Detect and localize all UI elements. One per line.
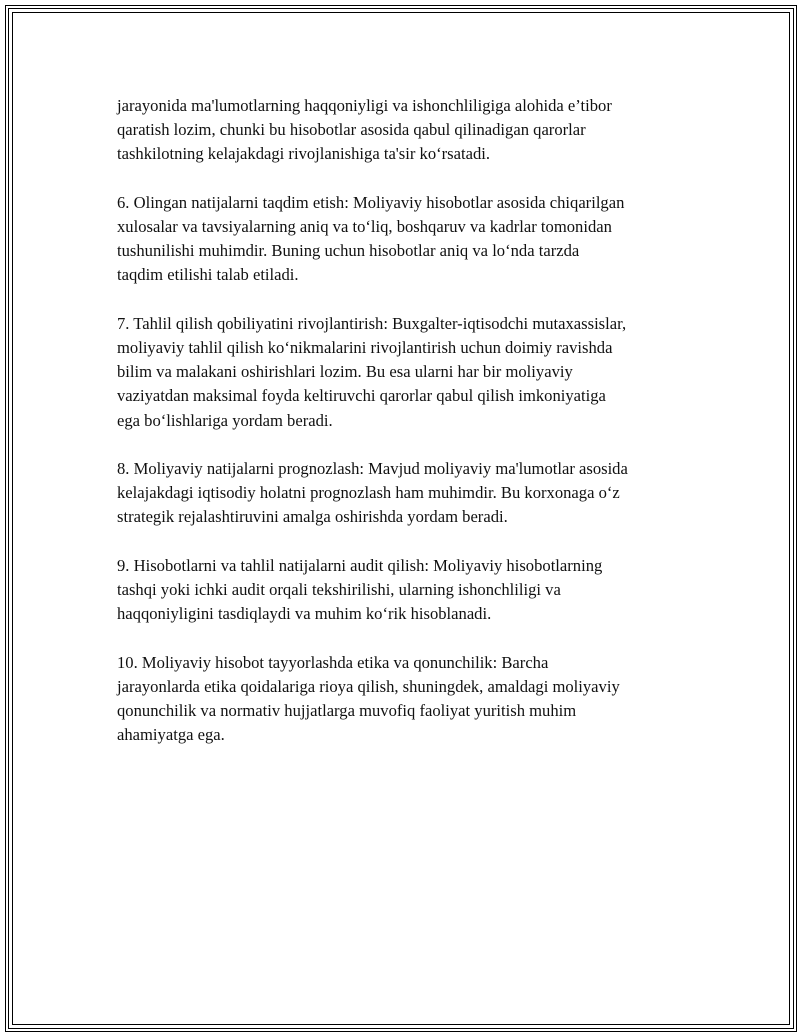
- text-line: 7. Tahlil qilish qobiliyatini rivojlantirish: Buxgalter-iqtisodchi mutaxassislar,: [117, 313, 627, 333]
- paragraph-continuation: [117, 94, 707, 167]
- text-line: 8. Moliyaviy natijalarni prognozlash: Mavjud moliyaviy ma'lumotlar asosida: [117, 459, 628, 478]
- text-line: 10. Moliyaviy hisobot tayyorlashda etika va qonunchilik: Barcha: [117, 652, 549, 672]
- text-line: kelajakdagi iqtisodiy holatni prognozlash ham muhimdir. Bu korxonaga o‘z: [117, 483, 620, 503]
- paragraph-item-6: [117, 191, 707, 288]
- paragraph-item-9: [117, 554, 707, 627]
- text-line: xulosalar va tavsiyalarning aniq va to‘liq, boshqaruv va kadrlar tomonidan: [117, 217, 612, 236]
- text-line: jarayonida ma'lumotlarning haqqoniyligi va ishonchliligiga alohida e’tibor: [117, 96, 612, 115]
- text-line: 9. Hisobotlarni va tahlil natijalarni audit qilish: Moliyaviy hisobotlarning: [117, 555, 603, 575]
- text-line: qaratish lozim, chunki bu hisobotlar asosida qabul qilinadigan qarorlar: [117, 120, 586, 140]
- text-line: 6. Olingan natijalarni taqdim etish: Moliyaviy hisobotlar asosida chiqarilgan: [117, 192, 625, 212]
- text-line: jarayonlarda etika qoidalariga rioya qilish, shuningdek, amaldagi moliyaviy: [117, 676, 620, 696]
- text-line: qonunchilik va normativ hujjatlarga muvofiq faoliyat yuritish muhim: [117, 701, 577, 720]
- text-line: taqdim etilishi talab etiladi.: [117, 265, 299, 285]
- text-line: moliyaviy tahlil qilish ko‘nikmalarini rivojlantirish uchun doimiy ravishda: [117, 338, 613, 357]
- text-line: tashkilotning kelajakdagi rivojlanishiga ta'sir ko‘rsatadi.: [117, 144, 491, 164]
- document-body: [117, 94, 707, 772]
- text-line: ega bo‘lishlariga yordam beradi.: [117, 410, 333, 430]
- text-line: tushunilishi muhimdir. Buning uchun hisobotlar aniq va lo‘nda tarzda: [117, 241, 580, 261]
- text-line: vaziyatdan maksimal foyda keltiruvchi qarorlar qabul qilish imkoniyatiga: [117, 386, 606, 406]
- text-line: ahamiyatga ega.: [117, 725, 225, 745]
- text-line: tashqi yoki ichki audit orqali tekshirilishi, ularning ishonchliligi va: [117, 580, 561, 599]
- paragraph-item-7: [117, 312, 707, 433]
- text-line: haqqoniyligini tasdiqlaydi va muhim ko‘rik hisoblanadi.: [117, 604, 492, 624]
- paragraph-item-10: [117, 651, 707, 748]
- text-line: strategik rejalashtiruvini amalga oshirishda yordam beradi.: [117, 507, 508, 527]
- paragraph-item-8: [117, 457, 707, 530]
- text-line: bilim va malakani oshirishlari lozim. Bu esa ularni har bir moliyaviy: [117, 362, 573, 382]
